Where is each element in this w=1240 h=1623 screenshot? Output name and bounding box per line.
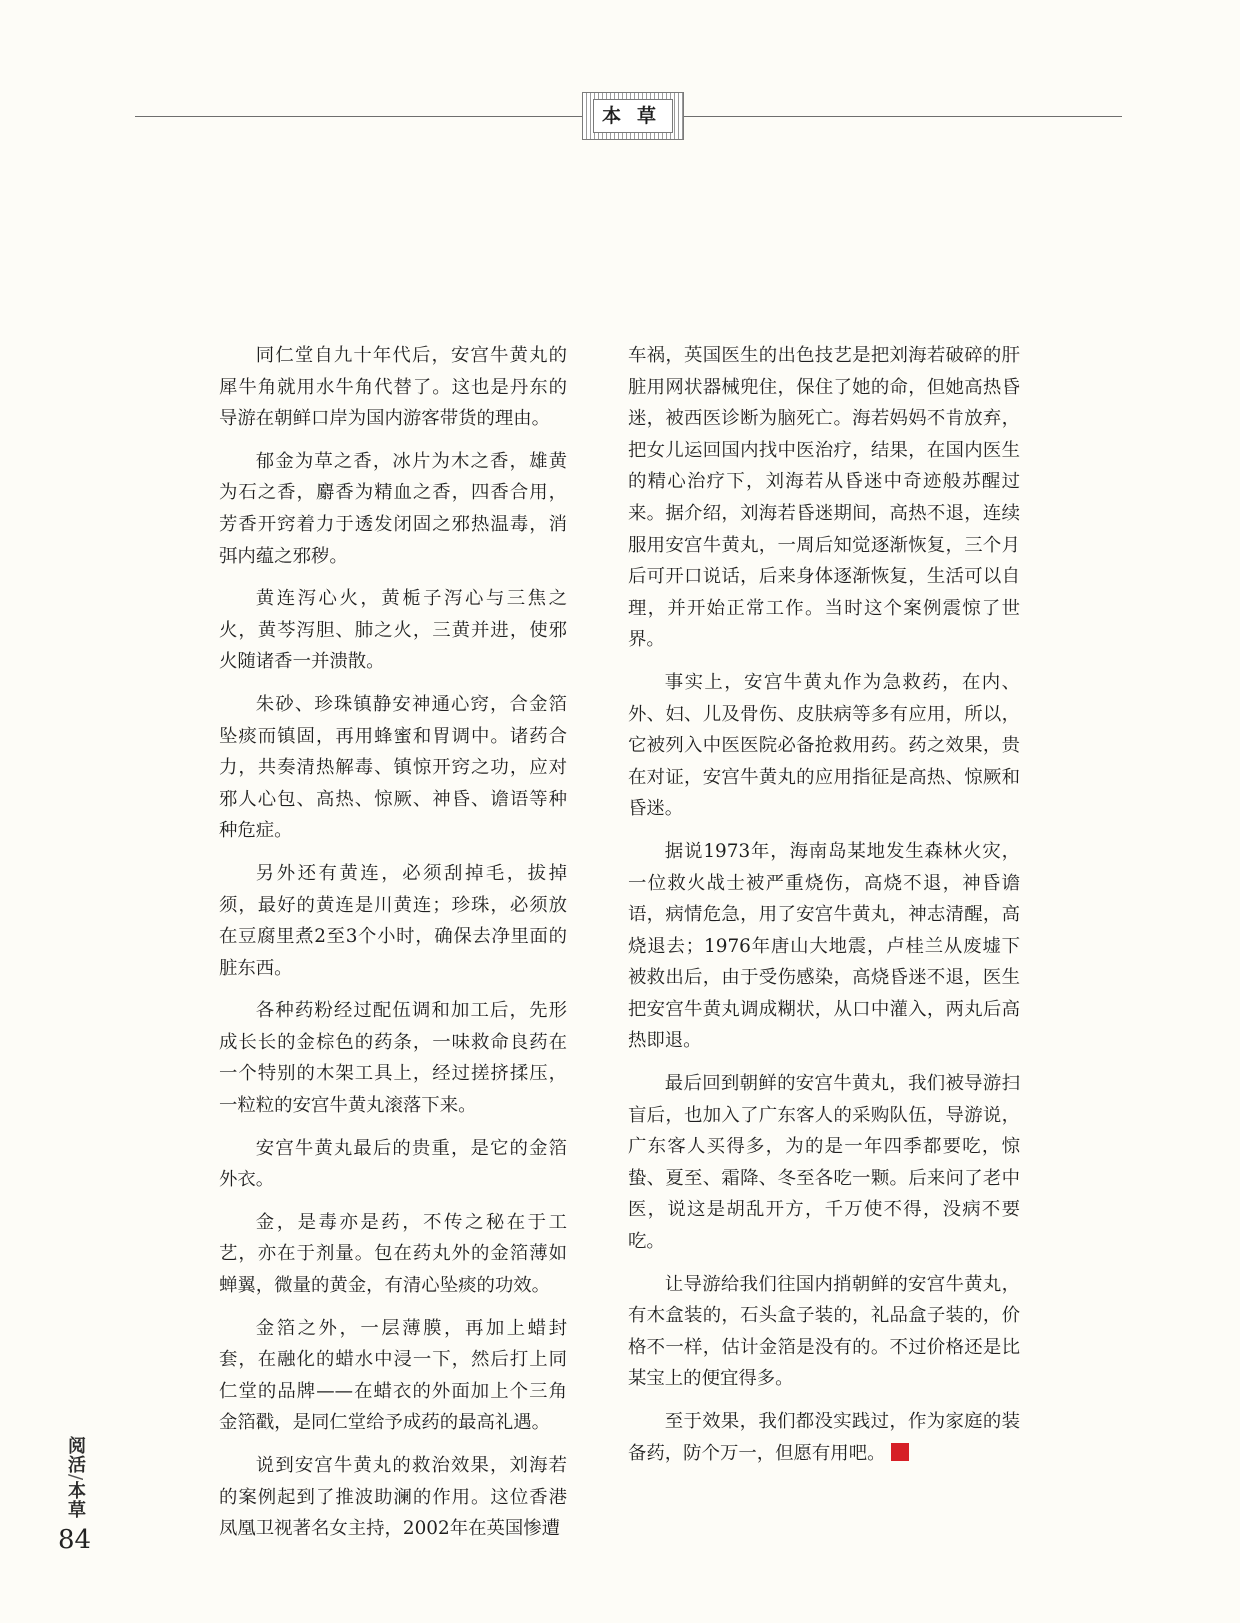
- paragraph: 事实上，安宫牛黄丸作为急救药，在内、外、妇、儿及骨伤、皮肤病等多有应用，所以，它被列入中医医院必备抢救用药。药之效果，贵在对证，安宫牛黄丸的应用指征是高热、惊厥和昏迷。: [628, 671, 1020, 820]
- paragraph: 同仁堂自九十年代后，安宫牛黄丸的犀牛角就用水牛角代替了。这也是丹东的导游在朝鲜口岸为国内游客带货的理由。: [219, 345, 567, 430]
- paragraph: 安宫牛黄丸最后的贵重，是它的金箔外衣。: [219, 1137, 567, 1191]
- footer-separator: /: [65, 1474, 86, 1482]
- paragraph-continuation: 车祸，英国医生的出色技艺是把刘海若破碎的肝脏用网状器械兜住，保住了她的命，但她高热昏迷，被西医诊断为脑死亡。海若妈妈不肯放弃，把女儿运回国内找中医治疗，结果，在国内医生的精心治疗下，刘海若从昏迷中奇迹般苏醒过来。据介绍，刘海若昏迷期间，高热不退，连续服用安宫牛黄丸，一周后知觉逐渐恢复，三个月后可开口说话，后来身体逐渐恢复，生活可以自理，并开始正常工作。当时这个案例震惊了世界。: [628, 345, 1020, 651]
- magazine-name: 阅活: [65, 1436, 86, 1474]
- paragraph: 黄连泻心火，黄栀子泻心与三焦之火，黄芩泻胆、肺之火，三黄并进，使邪火随诸香一并溃散。: [219, 588, 567, 673]
- paragraph: 另外还有黄连，必须刮掉毛，拔掉须，最好的黄连是川黄连；珍珠，必须放在豆腐里煮2至3个小时，确保去净里面的脏东西。: [219, 862, 567, 979]
- footer-section-name: 本草: [65, 1481, 86, 1520]
- article-column-left: [219, 340, 567, 1556]
- final-paragraph-text: 至于效果，我们都没实践过，作为家庭的装备药，防个万一，但愿有用吧。: [628, 1411, 1020, 1464]
- paragraph-final: [628, 1406, 1020, 1469]
- paragraph: 朱砂、珍珠镇静安神通心窍，合金箔坠痰而镇固，再用蜂蜜和胃调中。诸药合力，共奏清热解毒、镇惊开窍之功，应对邪人心包、高热、惊厥、神昏、谵语等种种危症。: [219, 693, 567, 842]
- paragraph: 郁金为草之香，冰片为木之香，雄黄为石之香，麝香为精血之香，四香合用，芳香开窍着力于透发闭固之邪热温毒，消弭内蕴之邪秽。: [219, 450, 567, 567]
- paragraph: 金，是毒亦是药，不传之秘在于工艺，亦在于剂量。包在药丸外的金箔薄如蝉翼，微量的黄金，有清心坠痰的功效。: [219, 1211, 567, 1297]
- footer-section-label: [62, 1436, 88, 1519]
- paragraph: 让导游给我们往国内捎朝鲜的安宫牛黄丸，有木盒装的，石头盒子装的，礼品盒子装的，价格不一样，估计金箔是没有的。不过价格还是比某宝上的便宜得多。: [628, 1273, 1020, 1390]
- end-of-article-icon: [891, 1443, 909, 1461]
- paragraph: 据说1973年，海南岛某地发生森林火灾，一位救火战士被严重烧伤，高烧不退，神昏谵语，病情危急，用了安宫牛黄丸，神志清醒，高烧退去；1976年唐山大地震，卢桂兰从废墟下被救出后，由于受伤感染，高烧昏迷不退，医生把安宫牛黄丸调成糊状，从口中灌入，两丸后高热即退。: [628, 840, 1020, 1052]
- section-header-title: 本草: [593, 99, 673, 133]
- section-header-badge: [582, 92, 684, 140]
- paragraph: 说到安宫牛黄丸的救治效果，刘海若的案例起到了推波助澜的作用。这位香港凤凰卫视著名女主持，2002年在英国惨遭: [219, 1455, 567, 1540]
- page-number: 84: [58, 1525, 92, 1555]
- paragraph: 最后回到朝鲜的安宫牛黄丸，我们被导游扫盲后，也加入了广东客人的采购队伍，导游说，广东客人买得多，为的是一年四季都要吃，惊蛰、夏至、霜降、冬至各吃一颗。后来问了老中医，说这是胡乱开方，千万使不得，没病不要吃。: [628, 1073, 1020, 1253]
- header-rule-left: [135, 116, 582, 117]
- header-rule-right: [684, 116, 1122, 117]
- paragraph: 金箔之外，一层薄膜，再加上蜡封套，在融化的蜡水中浸一下，然后打上同仁堂的品牌——在蜡衣的外面加上个三角金箔戳，是同仁堂给予成药的最高礼遇。: [219, 1317, 567, 1434]
- article-column-right: [628, 340, 1020, 1480]
- paragraph: 各种药粉经过配伍调和加工后，先形成长长的金棕色的药条，一味救命良药在一个特别的木架工具上，经过搓挤揉压，一粒粒的安宫牛黄丸滚落下来。: [219, 1000, 567, 1117]
